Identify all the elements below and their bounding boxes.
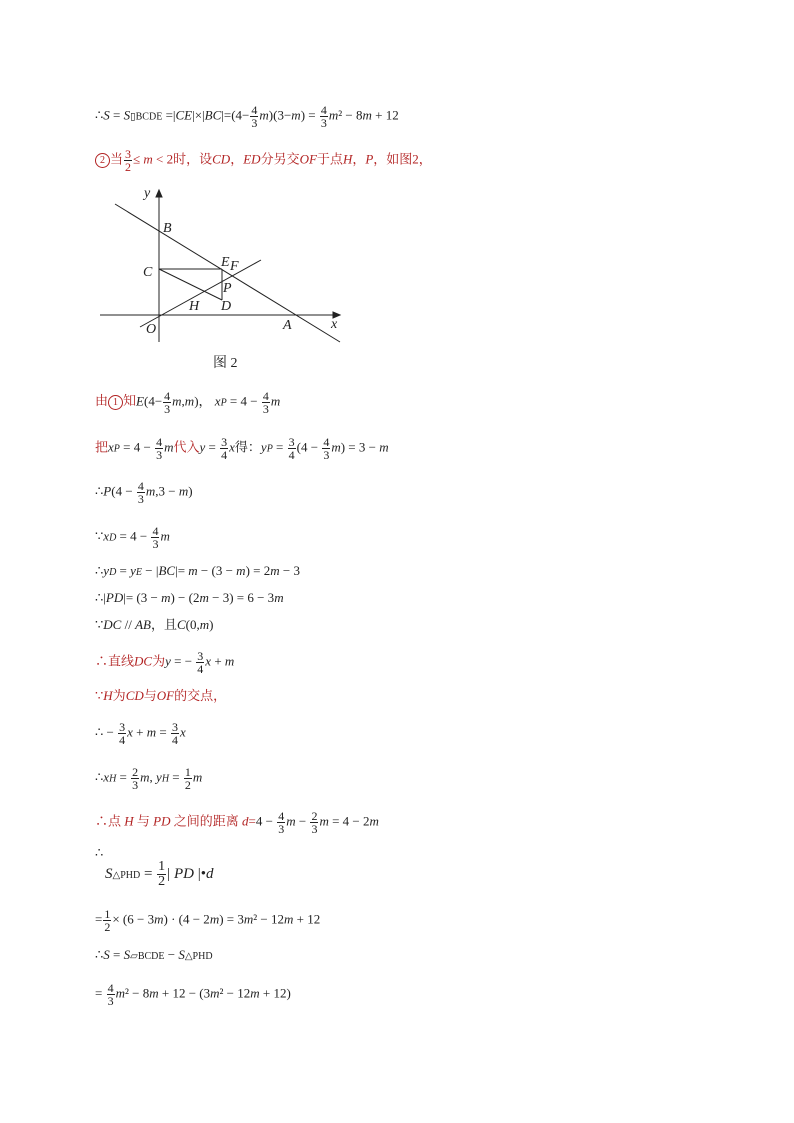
label-f: F bbox=[230, 259, 239, 274]
geometry-figure bbox=[95, 182, 355, 347]
line-h-intersection: ∵H为CD与OF的交点， bbox=[95, 688, 227, 703]
line-p-coordinates: ∴P(4 − $\frac{4}{3}$ m,3 − m) bbox=[95, 479, 193, 506]
segment-cd bbox=[159, 269, 222, 300]
label-h: H bbox=[189, 299, 200, 314]
label-o: O bbox=[146, 322, 157, 337]
line-therefore-mark: ∴ bbox=[95, 845, 104, 860]
line-e-coordinates: 由 1 知E(4− $\frac{4}{3}$ m,m)， xP = 4 − $\frac{4}{3}$ m bbox=[95, 389, 281, 416]
label-y: y bbox=[144, 186, 151, 201]
line-area-difference: ∴S = S▱BCDE − S△PHD bbox=[95, 947, 213, 962]
line-xd: ∵xD = 4 − $\frac{4}{3}$ m bbox=[95, 524, 170, 551]
line-triangle-area: S△PHD = $\frac{1}{2}$ | PD |•d bbox=[105, 859, 214, 889]
line-pd-length: ∴|PD|= (3 − m) − (2m − 3) = 6 − 3m bbox=[95, 590, 284, 605]
line-parallel: ∵DC // AB，且C(0,m) bbox=[95, 617, 214, 632]
line-dc-equation: ∴直线DC为y = − $\frac{3}{4}$ x + m bbox=[95, 649, 235, 676]
line-intersection-equation: ∴ − $\frac{3}{4}$ x + m = $\frac{3}{4}$ x bbox=[95, 720, 186, 747]
figure-caption: 图 2 bbox=[213, 356, 238, 371]
line-of bbox=[140, 260, 261, 327]
label-b: B bbox=[163, 221, 172, 236]
line-yd: ∴yD = yE − |BC|= m − (3 − m) = 2m − 3 bbox=[95, 563, 300, 578]
label-e: E bbox=[221, 255, 230, 270]
label-c: C bbox=[143, 265, 153, 280]
label-a: A bbox=[283, 318, 292, 333]
line-distance-d: ∴点 H 与 PD 之间的距离 d=4 − $\frac{4}{3}$ m − $\frac{2}{3}$ m = 4 − 2m bbox=[95, 809, 379, 836]
label-p: P bbox=[223, 281, 232, 296]
line-h-coordinates: ∴xH = $\frac{2}{3}$ m, yH = $\frac{1}{2}$ m bbox=[95, 765, 203, 792]
line-case-two: 2 当 $\frac{3}{2}$ ≤ m < 2时，设CD，ED分另交OF于点H，P，如图2， bbox=[95, 148, 432, 173]
label-x: x bbox=[331, 317, 338, 332]
line-area-formula: ∴S = S▯BCDE =|CE|×|BC|=(4− $\frac{4}{3}$ m)(3−m) = $\frac{4}{3}$ m² − 8m + 12 bbox=[95, 103, 399, 130]
line-substitute: 把xP = 4 − $\frac{4}{3}$ m代入y = $\frac{3}{4}$ x得：yP = $\frac{3}{4}$ (4 − $\frac{4}{3}$ m) = 3 − m bbox=[95, 435, 389, 462]
line-triangle-area-expanded: = $\frac{1}{2}$ × (6 − 3m) · (4 − 2m) = 3m² − 12m + 12 bbox=[95, 907, 321, 934]
label-d: D bbox=[221, 299, 232, 314]
line-area-final: = $\frac{4}{3}$ m² − 8m + 12 − (3m² − 12m + 12) bbox=[95, 981, 291, 1008]
